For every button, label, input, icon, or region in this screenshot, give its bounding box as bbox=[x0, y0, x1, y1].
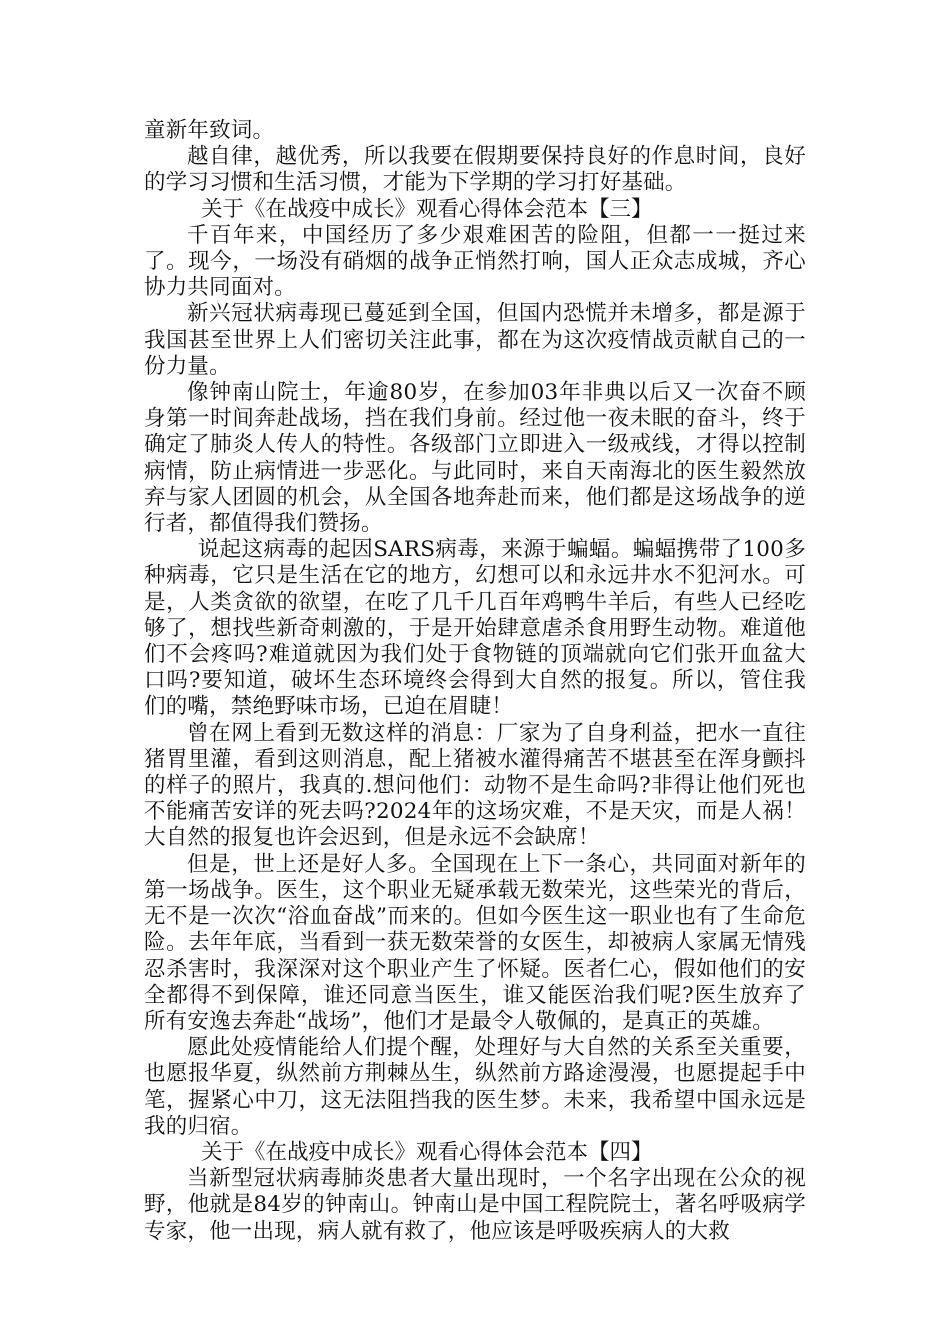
section-heading-4: 关于《在战疫中成长》观看心得体会范本【四】 bbox=[200, 1139, 653, 1165]
paragraph: 新兴冠状病毒现已蔓延到全国，但国内恐慌并未增多，都是源于我国甚至世界上人们密切关注此事，都在为这次疫情战贡献自己的一份力量。 bbox=[144, 301, 806, 379]
paragraph: 曾在网上看到无数这样的消息：厂家为了自身利益，把水一直往猪胃里灌，看到这则消息，配上猪被水灌得痛苦不堪甚至在浑身颤抖的样子的照片，我真的.想问他们：动物不是生命吗?非得让他们死也不能痛苦安详的死去吗?2024年的这场灾难，不是天灾，而是人祸！大自然的报复也许会迟到，但是永远不会缺席！ bbox=[144, 720, 806, 851]
paragraph: 像钟南山院士，年逾80岁，在参加03年非典以后又一次奋不顾身第一时间奔赴战场，挡在我们身前。经过他一夜未眠的奋斗，终于确定了肺炎人传人的特性。各级部门立即进入一级戒线，才得以控制病情，防止病情进一步恶化。与此同时，来自天南海北的医生毅然放弃与家人团圆的机会，从全国各地奔赴而来，他们都是这场战争的逆行者，都值得我们赞扬。 bbox=[144, 380, 806, 537]
document-page bbox=[144, 118, 806, 1245]
paragraph: 愿此处疫情能给人们提个醒，处理好与大自然的关系至关重要，也愿报华夏，纵然前方荆棘丛生，纵然前方路途漫漫，也愿提起手中笔，握紧心中刀，这无法阻挡我的医生梦。未来，我希望中国永远是我的归宿。 bbox=[144, 1035, 806, 1139]
paragraph: 越自律，越优秀，所以我要在假期要保持良好的作息时间，良好的学习习惯和生活习惯，才能为下学期的学习打好基础。 bbox=[144, 144, 806, 196]
paragraph-continued: 童新年致词。 bbox=[144, 118, 275, 143]
section-heading-3: 关于《在战疫中成长》观看心得体会范本【三】 bbox=[200, 196, 653, 222]
paragraph: 当新型冠状病毒肺炎患者大量出现时，一个名字出现在公众的视野，他就是84岁的钟南山。钟南山是中国工程院院士，著名呼吸病学专家，他一出现，病人就有救了，他应该是呼吸疾病人的大救 bbox=[144, 1166, 806, 1244]
paragraph: 千百年来，中国经历了多少艰难困苦的险阻，但都一一挺过来了。现今，一场没有硝烟的战争正悄然打响，国人正众志成城，齐心协力共同面对。 bbox=[144, 222, 806, 301]
paragraph: 说起这病毒的起因SARS病毒，来源于蝙蝠。蝙蝠携带了100多种病毒，它只是生活在它的地方，幻想可以和永远井水不犯河水。可是，人类贪欲的欲望，在吃了几千几百年鸡鸭牛羊后，有些人已经吃够了，想找些新奇刺激的，于是开始肆意虐杀食用野生动物。难道他们不会疼吗?难道就因为我们处于食物链的顶端就向它们张开血盆大口吗?要知道，破坏生态环境终会得到大自然的报复。所以，管住我们的嘴，禁绝野味市场，已迫在眉睫！ bbox=[144, 537, 806, 720]
paragraph: 但是，世上还是好人多。全国现在上下一条心，共同面对新年的第一场战争。医生，这个职业无疑承载无数荣光，这些荣光的背后，无不是一次次“浴血奋战”而来的。但如今医生这一职业也有了生命危险。去年年底，当看到一获无数荣誉的女医生，却被病人家属无情残忍杀害时，我深深对这个职业产生了怀疑。医者仁心，假如他们的安全都得不到保障，谁还同意当医生，谁又能医治我们呢?医生放弃了所有安逸去奔赴“战场”，他们才是最令人敬佩的，是真正的英雄。 bbox=[144, 851, 806, 1034]
